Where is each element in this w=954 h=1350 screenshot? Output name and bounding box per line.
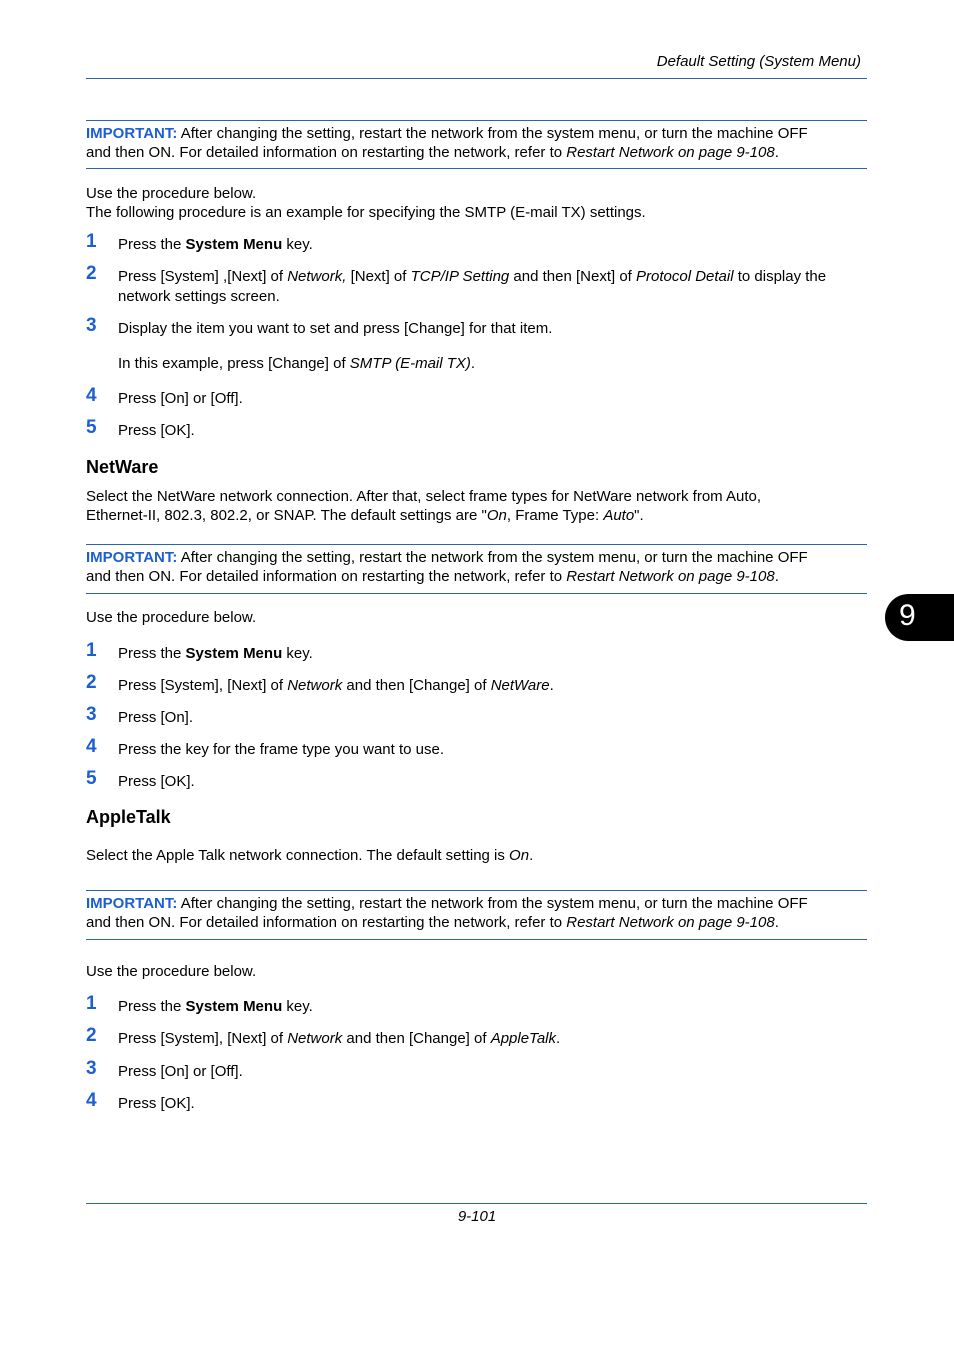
important-box-top-rule [86,120,867,121]
netware-heading: NetWare [86,457,159,477]
important-box-top-rule [86,890,867,891]
step-number: 4 [86,1090,97,1111]
important-box-top-rule [86,544,867,545]
footer-rule [86,1203,867,1204]
step-number: 3 [86,1058,97,1079]
step-number: 5 [86,768,97,789]
step-number: 5 [86,417,97,438]
appletalk-heading: AppleTalk [86,807,171,827]
important-box-bottom-rule [86,939,867,940]
step-number: 3 [86,315,97,336]
cross-reference: Restart Network on page 9-108 [566,144,775,161]
page-number: 9-101 [457,1208,497,1225]
step-number: 1 [86,993,97,1014]
important-note: IMPORTANT: After changing the setting, restart the network from the system menu, or turn the machine OFF and then ON. For detailed information on restarting the network, refer to Restart Network on page 9-108. [86,895,808,931]
step-number: 4 [86,385,97,406]
important-box-bottom-rule [86,168,867,169]
important-label: IMPORTANT: [86,125,178,142]
smtp-intro: Use the procedure below. The following procedure is an example for specifying the SMTP (E-mail TX) settings. [86,185,646,221]
step-number: 2 [86,672,97,693]
step-number: 4 [86,736,97,757]
step-number: 1 [86,231,97,252]
important-note: IMPORTANT: After changing the setting, restart the network from the system menu, or turn the machine OFF and then ON. For detailed information on restarting the network, refer to Restart Network on page 9-108. [86,125,808,161]
important-label: IMPORTANT: [86,549,178,566]
important-label: IMPORTANT: [86,895,178,912]
step-number: 1 [86,640,97,661]
step-number: 3 [86,704,97,725]
header-rule [86,78,867,79]
appletalk-description: Select the Apple Talk network connection. The default setting is On. [86,847,534,864]
step-number: 2 [86,1025,97,1046]
important-box-bottom-rule [86,593,867,594]
important-note: IMPORTANT: After changing the setting, restart the network from the system menu, or turn the machine OFF and then ON. For detailed information on restarting the network, refer to Restart Network on page 9-108. [86,549,808,585]
netware-intro: Use the procedure below. [86,609,257,626]
step-number: 2 [86,263,97,284]
page-header-title: Default Setting (System Menu) [656,53,861,70]
chapter-tab [885,594,954,641]
cross-reference: Restart Network on page 9-108 [566,914,775,931]
chapter-number: 9 [899,599,916,632]
cross-reference: Restart Network on page 9-108 [566,568,775,585]
appletalk-intro: Use the procedure below. [86,963,257,980]
netware-description: Select the NetWare network connection. After that, select frame types for NetWare network from Auto, Ethernet-II, 802.3, 802.2, or SNAP. The default settings are "On, Frame Type: Auto". [86,488,762,524]
